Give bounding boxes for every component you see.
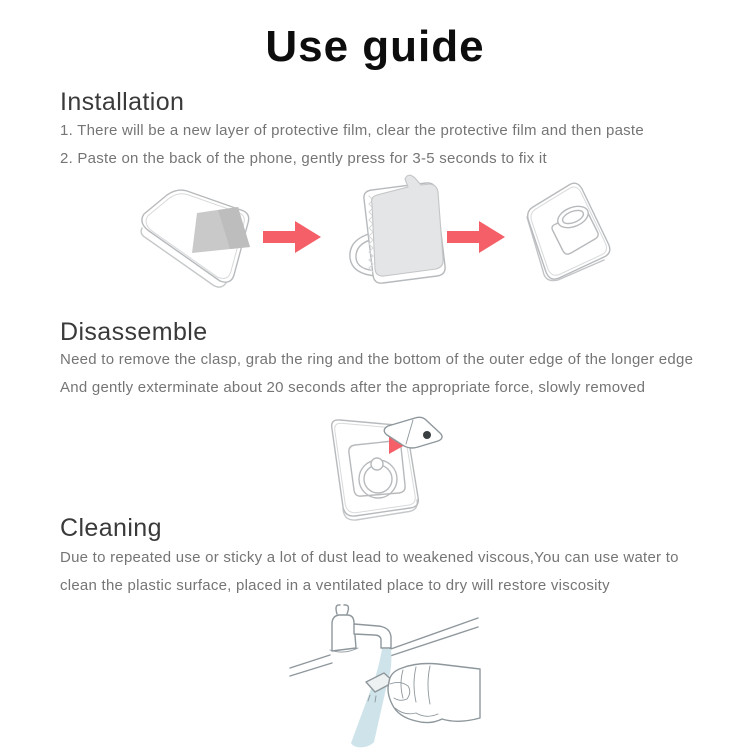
- water-stream: [351, 649, 391, 747]
- section-heading-cleaning: Cleaning: [60, 514, 162, 542]
- phone-with-ring-holder-illustration: [500, 167, 630, 292]
- section-heading-disassemble: Disassemble: [60, 318, 208, 346]
- installation-step-2: 2. Paste on the back of the phone, gently press for 3-5 seconds to fix it: [60, 150, 547, 167]
- red-arrow-icon: [447, 221, 505, 253]
- disassemble-line-1: Need to remove the clasp, grab the ring and the bottom of the outer edge of the longer edge: [60, 351, 694, 368]
- phone-with-protective-film-illustration: [113, 176, 263, 298]
- cleaning-line-2: clean the plastic surface, placed in a ventilated place to dry will restore viscosity: [60, 577, 610, 594]
- disassemble-line-2: And gently exterminate about 20 seconds after the appropriate force, slowly removed: [60, 379, 646, 396]
- page-title: Use guide: [265, 22, 485, 71]
- faucet: [330, 605, 391, 652]
- disassemble-illustration: [293, 406, 493, 531]
- cleaning-illustration: [290, 602, 480, 750]
- peel-film-from-ring-holder-illustration: [342, 170, 462, 302]
- section-heading-installation: Installation: [60, 88, 185, 116]
- cleaning-line-1: Due to repeated use or sticky a lot of dust lead to weakened viscous,You can use water to: [60, 549, 679, 566]
- red-arrow-icon: [263, 221, 321, 253]
- installation-step-1: 1. There will be a new layer of protective film, clear the protective film and then paste: [60, 122, 644, 139]
